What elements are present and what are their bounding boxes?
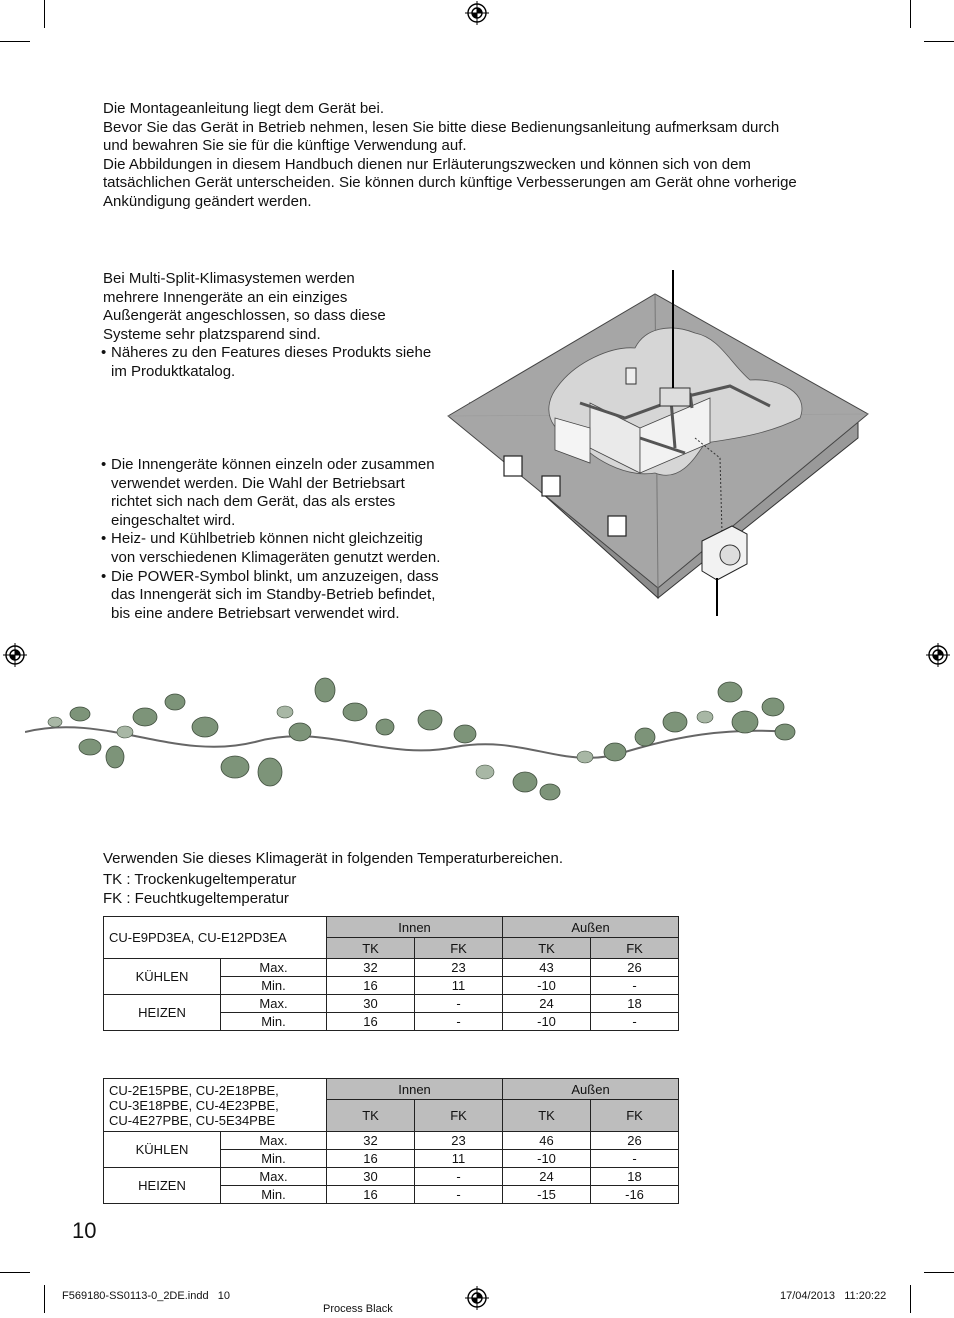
value-cell: 16 [327,977,415,995]
intro-line: Die Abbildungen in diesem Handbuch dienen nur Erläuterungszwecken und können sich von dem [103,155,751,173]
crop-mark [924,41,954,42]
mode-cell: HEIZEN [104,995,221,1031]
value-cell: - [415,1168,503,1186]
limit-cell: Min. [221,1150,327,1168]
temperature-table-2 [103,1078,679,1204]
column-group-outdoor: Außen [503,1079,679,1100]
multisplit-line: Außengerät angeschlossen, so dass diese [103,307,386,325]
value-cell: 24 [503,995,591,1013]
value-cell: 46 [503,1132,591,1150]
value-cell: 32 [327,959,415,977]
value-cell: 30 [327,995,415,1013]
value-cell: -10 [503,1013,591,1031]
multisplit-line: Systeme sehr platzsparend sind. [103,325,321,343]
column-header: FK [591,938,679,959]
value-cell: 26 [591,1132,679,1150]
column-group-indoor: Innen [327,917,503,938]
table-row [104,1168,679,1186]
multi-split-house-illustration [440,268,875,618]
table-row [104,1132,679,1150]
model-cell [104,1079,327,1132]
multisplit-note [103,344,433,381]
registration-mark-icon [465,1,489,25]
column-header: FK [591,1100,679,1132]
column-group-outdoor: Außen [503,917,679,938]
multisplit-line: Bei Multi-Split-Klimasystemen werden [103,270,355,287]
registration-mark-icon [3,643,27,667]
registration-mark-icon [465,1286,489,1310]
list-item: • Die Innengeräte können einzeln oder zusammen verwendet werden. Die Wahl der Betriebsart richtet sich nach dem Gerät, das als erstes eingeschaltet wird. [103,456,441,530]
value-cell: 23 [415,1132,503,1150]
footer-ink: Process Black [323,1303,393,1315]
footer-timestamp: 17/04/2013 11:20:22 [780,1290,887,1302]
intro-line: tatsächlichen Gerät unterscheiden. Sie können durch künftige Verbesserungen am Gerät ohne vorherige [103,174,797,192]
limit-cell: Min. [221,1186,327,1204]
value-cell: -16 [591,1186,679,1204]
footer-filename: F569180-SS0113-0_2DE.indd 10 [62,1290,230,1302]
list-item: • Heiz- und Kühlbetrieb können nicht gleichzeitig von verschiedenen Klimageräten genutzt werden. [103,530,441,567]
registration-mark-icon [926,643,950,667]
page-number: 10 [72,1218,97,1243]
model-cell [104,917,327,959]
value-cell: 11 [415,1150,503,1168]
temperature-intro: Verwenden Sie dieses Klimagerät in folgenden Temperaturbereichen. [103,850,564,867]
intro-line: Die Montageanleitung liegt dem Gerät bei. [103,100,385,117]
model-name: CU-4E27PBE, CU-5E34PBE [109,1112,276,1128]
mode-cell: KÜHLEN [104,959,221,995]
value-cell: 11 [415,977,503,995]
column-header: FK [415,938,503,959]
value-cell: -15 [503,1186,591,1204]
crop-mark [910,1285,911,1313]
intro-line: Ankündigung geändert werden. [103,192,312,210]
list-item: • Näheres zu den Features dieses Produkts siehe im Produktkatalog. [103,344,433,381]
column-group-indoor: Innen [327,1079,503,1100]
limit-cell: Max. [221,1168,327,1186]
value-cell: 23 [415,959,503,977]
limit-cell: Min. [221,977,327,995]
model-name: CU-3E18PBE, CU-4E23PBE, [109,1097,279,1113]
limit-cell: Max. [221,1132,327,1150]
value-cell: 18 [591,995,679,1013]
value-cell: -10 [503,1150,591,1168]
model-name: CU-2E15PBE, CU-2E18PBE, [109,1082,279,1098]
intro-line: und bewahren Sie sie für die künftige Verwendung auf. [103,137,467,155]
decorative-vine-illustration [25,672,800,807]
limit-cell: Max. [221,995,327,1013]
crop-mark [44,0,45,28]
value-cell: 26 [591,959,679,977]
list-item: • Die POWER-Symbol blinkt, um anzuzeigen, dass das Innengerät sich im Standby-Betrieb befindet, bis eine andere Betriebsart verwendet wird. [103,568,441,624]
value-cell: - [591,1013,679,1031]
value-cell: 30 [327,1168,415,1186]
value-cell: 16 [327,1150,415,1168]
multisplit-paragraph [103,270,438,344]
value-cell: - [415,1013,503,1031]
value-cell: 18 [591,1168,679,1186]
temperature-table-1 [103,916,679,1031]
value-cell: - [591,977,679,995]
column-header: TK [503,1100,591,1132]
crop-mark [924,1272,954,1273]
crop-mark [0,41,30,42]
limit-cell: Min. [221,1013,327,1031]
table-row [104,995,679,1013]
value-cell: - [415,1186,503,1204]
mode-cell: KÜHLEN [104,1132,221,1168]
multisplit-line: mehrere Innengeräte an ein einziges [103,288,348,306]
value-cell: - [591,1150,679,1168]
value-cell: 24 [503,1168,591,1186]
mode-cell: HEIZEN [104,1168,221,1204]
table-row [104,959,679,977]
value-cell: 32 [327,1132,415,1150]
limit-cell: Max. [221,959,327,977]
crop-mark [44,1285,45,1313]
intro-paragraph [103,100,893,212]
column-header: TK [327,1100,415,1132]
operation-bullets [103,456,441,623]
column-header: FK [415,1100,503,1132]
column-header: TK [503,938,591,959]
fk-definition: FK : Feuchtkugeltemperatur [103,890,289,907]
value-cell: 16 [327,1186,415,1204]
value-cell: -10 [503,977,591,995]
model-name: CU-E9PD3EA, CU-E12PD3EA [109,930,287,945]
crop-mark [910,0,911,28]
crop-mark [0,1272,30,1273]
value-cell: 16 [327,1013,415,1031]
tk-definition: TK : Trockenkugeltemperatur [103,871,297,888]
column-header: TK [327,938,415,959]
value-cell: - [415,995,503,1013]
intro-line: Bevor Sie das Gerät in Betrieb nehmen, lesen Sie bitte diese Bedienungsanleitung aufmerksam durch [103,118,780,136]
value-cell: 43 [503,959,591,977]
